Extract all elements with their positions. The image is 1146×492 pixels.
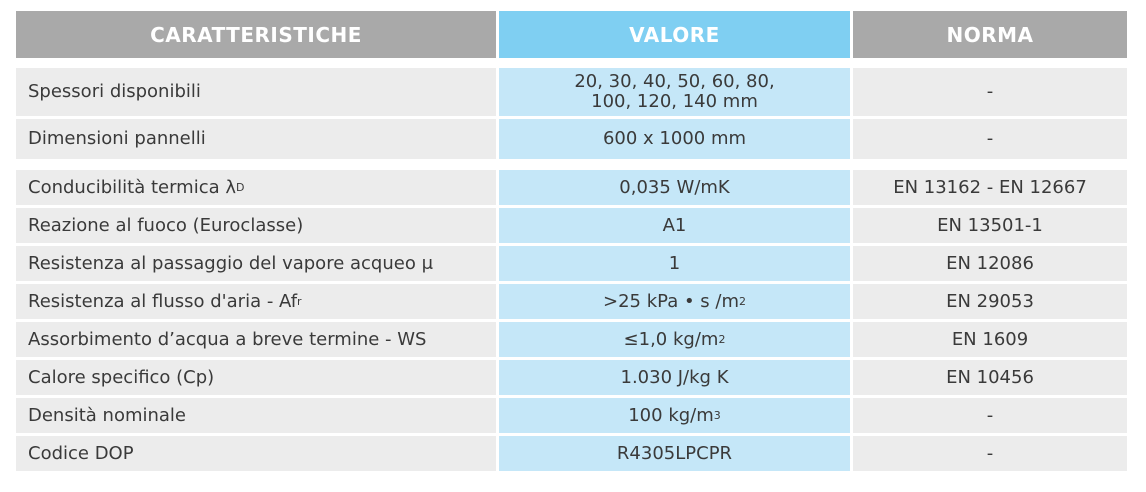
row-value: R4305LPCPR <box>499 436 850 471</box>
header-norm: NORMA <box>853 11 1127 58</box>
table-row <box>16 398 1127 433</box>
header-value: VALORE <box>499 11 850 58</box>
row-value: 1.030 J/kg K <box>499 360 850 395</box>
properties-table <box>16 11 1127 474</box>
row-label: Conducibilità termica λ D <box>16 170 496 205</box>
row-norm: - <box>853 436 1127 471</box>
row-norm: EN 13162 - EN 12667 <box>853 170 1127 205</box>
row-value: 600 x 1000 mm <box>499 119 850 159</box>
row-label: Dimensioni pannelli <box>16 119 496 159</box>
table-header <box>16 11 1127 58</box>
table-row <box>16 68 1127 116</box>
row-label-text: Conducibilità termica λ <box>28 176 237 198</box>
table-row <box>16 322 1127 357</box>
row-value: A1 <box>499 208 850 243</box>
table-row <box>16 119 1127 159</box>
row-value-text: >25 kPa • s /m <box>603 290 739 312</box>
row-value: >25 kPa • s /m 2 <box>499 284 850 319</box>
row-value-line2: 100, 120, 140 mm <box>591 91 758 112</box>
row-norm: EN 12086 <box>853 246 1127 281</box>
table-row <box>16 170 1127 205</box>
row-norm: EN 13501-1 <box>853 208 1127 243</box>
header-characteristics: CARATTERISTICHE <box>16 11 496 58</box>
table-row <box>16 246 1127 281</box>
row-label: Spessori disponibili <box>16 68 496 116</box>
row-label: Codice DOP <box>16 436 496 471</box>
row-value-line1: 20, 30, 40, 50, 60, 80, <box>574 71 775 92</box>
row-label-text: Resistenza al flusso d'aria - Af <box>28 290 298 312</box>
row-value <box>499 68 850 116</box>
row-norm: EN 10456 <box>853 360 1127 395</box>
row-norm: EN 1609 <box>853 322 1127 357</box>
row-norm: - <box>853 398 1127 433</box>
row-value: ≤1,0 kg/m 2 <box>499 322 850 357</box>
row-value: 1 <box>499 246 850 281</box>
row-label: Assorbimento d’acqua a breve termine - WS <box>16 322 496 357</box>
row-norm: - <box>853 119 1127 159</box>
row-label: Resistenza al passaggio del vapore acqueo μ <box>16 246 496 281</box>
table-row <box>16 360 1127 395</box>
table-row <box>16 436 1127 471</box>
row-norm: EN 29053 <box>853 284 1127 319</box>
row-value-text: 100 kg/m <box>628 404 714 426</box>
row-label: Densità nominale <box>16 398 496 433</box>
row-label: Resistenza al flusso d'aria - Af r <box>16 284 496 319</box>
row-label: Calore specifico (Cp) <box>16 360 496 395</box>
table-row <box>16 284 1127 319</box>
row-label: Reazione al fuoco (Euroclasse) <box>16 208 496 243</box>
row-norm: - <box>853 68 1127 116</box>
row-value-text: ≤1,0 kg/m <box>623 328 719 350</box>
table-row <box>16 208 1127 243</box>
row-value: 100 kg/m 3 <box>499 398 850 433</box>
row-value: 0,035 W/mK <box>499 170 850 205</box>
